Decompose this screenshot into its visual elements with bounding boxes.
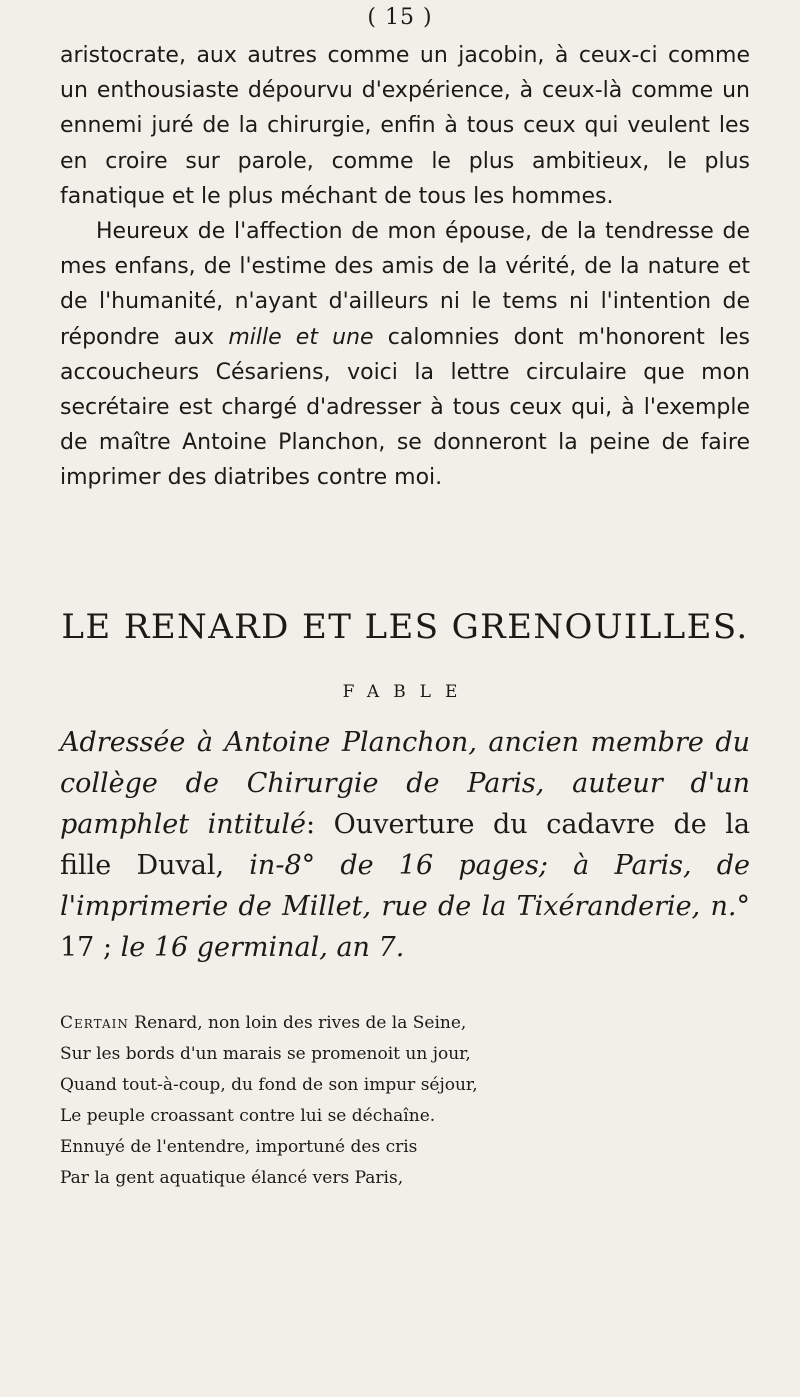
paragraph-2 (60, 214, 750, 496)
paragraph-2-italic: mille et une (228, 324, 374, 350)
paragraph-2-part-2: calomnies dont m'honorent les accoucheurs Césariens, voici la lettre circulaire que mon secrétaire est chargé d'adresser à tous ceux qui, à l'exemple de maître Antoine Planchon, se donneront la peine de faire imprimer des diatribes contre moi. (60, 324, 750, 491)
verse-line: Sur les bords d'un marais se promenoit un jour, (60, 1044, 471, 1064)
verse-line: Par la gent aquatique élancé vers Paris, (60, 1168, 404, 1188)
paragraph-1: aristocrate, aux autres comme un jacobin, à ceux-ci comme un enthousiaste dépourvu d'expérience, à ceux-là comme un ennemi juré de la chirurgie, enfin à tous ceux qui veulent les en croire sur parole, comme le plus ambitieux, le plus fanatique et le plus méchant de tous les hommes. (60, 43, 750, 209)
fable-subtitle: FABLE (342, 682, 472, 702)
dedication (60, 722, 750, 968)
verse-line (60, 1008, 750, 1039)
fable-title: LE RENARD ET LES GRENOUILLES. (61, 607, 749, 647)
dedication-italic-2: in-8° de 16 pages; à Paris, de l'imprimerie de Millet, rue de la Tixéranderie, n.° (60, 850, 750, 922)
page-number: ( 15 ) (367, 5, 433, 30)
verse-line: Quand tout-à-coup, du fond de son impur séjour, (60, 1075, 478, 1095)
dedication-roman-2: 17 ; (60, 932, 121, 963)
paragraph-2-part-1: Heureux de l'affection de mon épouse, de la tendresse de mes enfans, de l'estime des amis de la vérité, de la nature et de l'humanité, n'ayant d'ailleurs ni le tems ni l'intention de répondre aux (60, 219, 750, 350)
body-text (60, 38, 750, 496)
verse-line-1-rest: Renard, non loin des rives de la Seine, (128, 1013, 467, 1033)
verse-first-word: Certain (60, 1013, 129, 1033)
verse-line: Le peuple croassant contre lui se déchaîne. (60, 1106, 436, 1126)
dedication-italic-3: le 16 germinal, an 7. (120, 932, 405, 963)
dedication-italic-1: Adressée à Antoine Planchon, ancien membre du collège de Chirurgie de Paris, auteur d'un pamphlet intitulé (60, 727, 750, 840)
fable-verse (60, 1008, 750, 1194)
verse-line: Ennuyé de l'entendre, importuné des cris (60, 1137, 418, 1157)
dedication-roman-1: : Ouverture du cadavre de la fille Duval, (60, 809, 750, 881)
